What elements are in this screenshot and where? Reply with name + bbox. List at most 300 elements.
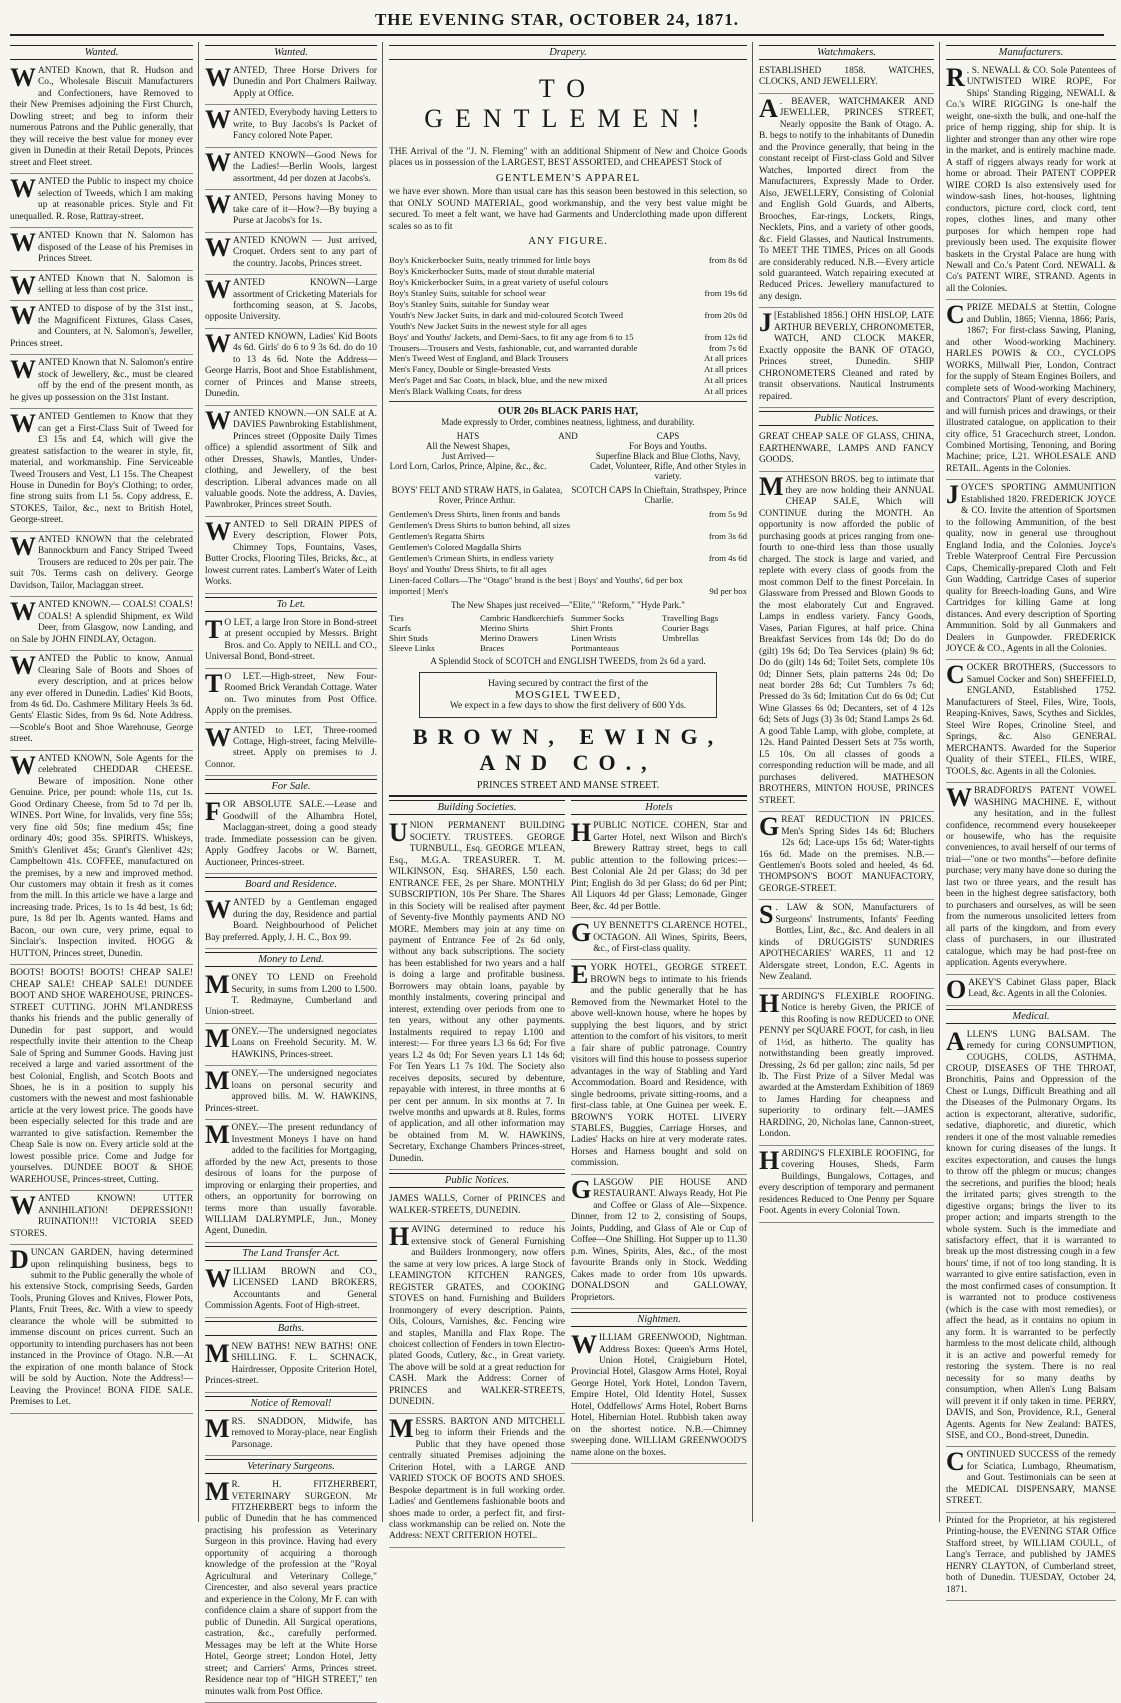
- ad-text: ANTED KNOWN—Good News for the Ladies!—Berlin Wools, largest assortment, 4d per dozen at Jacobs's.: [233, 150, 377, 184]
- advertisement: [205, 329, 377, 406]
- price-row: [389, 542, 747, 553]
- price-row: [389, 266, 747, 277]
- advertisement: [759, 308, 934, 408]
- drop-cap: W: [205, 516, 231, 546]
- ad-text: ONEY TO LEND on Freehold Security, in sums from L200 to L500. T. Redmayne, Cumberland and Union-street.: [205, 973, 377, 1018]
- advertisement: [10, 228, 193, 270]
- firm-address: PRINCES STREET AND MANSE STREET.: [389, 780, 747, 797]
- list-item: Shirt Fronts: [571, 623, 613, 634]
- drapery-title: TO GENTLEMEN!: [424, 74, 712, 133]
- drop-cap: M: [205, 1120, 230, 1150]
- col3-lower-right: [571, 797, 747, 1548]
- drop-cap: C: [946, 660, 965, 690]
- advertisement: [205, 148, 377, 190]
- price-item: Trousers—Trousers and Vests, fashionable, cut, and warranted durable: [389, 342, 638, 353]
- drop-cap: W: [205, 63, 231, 92]
- section-money: Money to Lend.: [205, 952, 377, 967]
- col2-money-ads: [205, 970, 377, 1243]
- section-baths: Baths.: [205, 1321, 377, 1336]
- drop-cap: M: [759, 471, 784, 501]
- col2-vet-ad: [205, 1477, 377, 1703]
- drop-cap: W: [10, 63, 36, 92]
- ad-text: AKEY'S Cabinet Glass paper, Black Lead, &c. Agents in all the Colonies.: [968, 977, 1116, 1000]
- advertisement: [205, 970, 377, 1024]
- ad-text: YORK HOTEL, GEORGE STREET. BROWN begs to intimate to his friends and the public generally that he has Removed from the Newmarket Hotel to the above well-known house, where he hopes by supplying the best liquors, and by strict attention to the comfort of his visitors, to merit a fair share of public patronage. Country visitors will find this house to possess superior advantages in the way of Stabling and Yard Accommodation. Board and Residence, with single bedrooms, private sitting-rooms, and a first-class table, at One Guinea per week. E. BROWN'S YORK HOTEL LIVERY STABLES, Buggies, Carriage Horses, and Ladies' Hacks on hire at very moderate rates. Horses and Harness bought and sold on commission.: [571, 963, 747, 1169]
- advertisement: [571, 1330, 747, 1464]
- col2-land-ad: [205, 1264, 377, 1318]
- section-watchmakers: Watchmakers.: [759, 45, 934, 60]
- drop-cap: J: [759, 308, 772, 338]
- accessories-grid: [389, 613, 747, 653]
- advertisement: [10, 532, 193, 597]
- advertisement: [205, 895, 377, 949]
- list-item: Travelling Bags: [662, 613, 719, 624]
- ad-text: UNCAN GARDEN, having determined upon relinquishing business, begs to submit to the Public generally the whole of his extensive Stock, comprising Seeds, Garden Tools, Pruning Gloves and Knives, Flower Pots, Plants, Fruit Trees, &c. With a view to speedy clearance the whole will be submitted to immense discount on prices current. Such an opportunity to intending purchasers has not been instanced in the Province of Otago. N.B.—At the expiration of one month balance of Stock will be sold by Auction. Note the Address!—Leaving the Province! BONA FIDE SALE. Premises to Let.: [10, 1248, 193, 1408]
- advertisement: [205, 1120, 377, 1243]
- ad-text: ONTINUED SUCCESS of the remedy for Sciatica, Lumbago, Rheumatism, and Gout. Testimonials can be seen at the MEDICAL DISPENSARY, MANSE STREET.: [946, 1450, 1116, 1507]
- drop-cap: M: [205, 1338, 230, 1368]
- mosgiel-line2: MOSGIEL TWEED,: [514, 689, 622, 702]
- drop-cap: H: [759, 988, 780, 1018]
- advertisement: [205, 1066, 377, 1120]
- drop-cap: W: [205, 895, 231, 925]
- column-1: [10, 42, 199, 1522]
- advertisement: [946, 300, 1116, 480]
- mosgiel-box: [419, 672, 717, 718]
- ad-text: RS. SNADDON, Midwife, has removed to Moray-place, near English Parsonage.: [231, 1416, 377, 1450]
- ad-text: ANTED, Persons having Money to take care of it—How?—By buying a Purse at Jacobs's for 1s.: [233, 193, 377, 227]
- price-item: Gentlemen's Crimean Shirts, in endless variety: [389, 553, 554, 564]
- price-value: [743, 575, 747, 586]
- list-item: Ties: [389, 613, 404, 624]
- advertisement: [571, 818, 747, 918]
- drop-cap: W: [10, 174, 36, 204]
- ad-text: AVING determined to reduce his extensive stock of General Furnishing and Builders Ironmongery, now offers the same at very low prices. A large Stock of LEAMINGTON KITCHEN RANGES, REGISTER GRATES, and COOKING STOVES on hand. Furnishing and Builders Ironmongery of every description. Paints, Oils, Colours, Varnishes, &c. Fencing wire and staples, Manilla and Flax Rope. The choicest collection of Fenders in town Electro-plated Goods, Cutlery, &c., in Great variety. The above will be sold at a great reduction for CASH. Mark the Address: Corner of PRINCES and WALKER-STREETS, DUNEDIN.: [389, 1225, 565, 1408]
- drop-cap: H: [389, 1222, 410, 1252]
- section-drapery: Drapery.: [389, 45, 747, 60]
- ad-text: . LAW & SON, Manufacturers of Surgeons' Instruments, Infants' Feeding Bottles, Lint, &c., &c. And dealers in all kinds of DRUGGISTS' SUNDRIES APOTHECARIES' WARES, 11 and 12 Aldersgate street, London, E.C. Agents in New Zealand.: [759, 903, 934, 983]
- ad-text: ONEY.—The undersigned negociates loans on personal security and approved bills. M. W. HAWKINS, Princes-street.: [205, 1069, 377, 1114]
- section-wanted-2: Wanted.: [205, 45, 377, 60]
- price-row: [389, 299, 747, 310]
- price-row: [389, 575, 747, 586]
- drop-cap: W: [10, 597, 36, 627]
- advertisement: [10, 751, 193, 965]
- drapery-any-figure: ANY FIGURE.: [528, 235, 608, 248]
- ad-text: ANTED Known, that R. Hudson and Co., Wholesale Biscuit Manufacturers and Confectioners, have Removed to their New Premises adjoining the First Church, Dowling street; and beg to inform their numerous Patrons and the Public generally, that they will receive the best value for money ever given in Dunedin at their Retail Depots, Princes street and Fleet street.: [10, 66, 193, 168]
- ad-text: [Established 1856.] OHN HISLOP, LATE ARTHUR BEVERLY, CHRONOMETER, WATCH, AND CLOCK MAKER, Exactly opposite the BANK OF OTAGO, Princes street, Dunedin. SHIP CHRONOMETERS Cleaned and rated by transit observations. Nautical Instruments repaired.: [759, 311, 934, 402]
- public-ads: [389, 1191, 565, 1548]
- advertisement: [10, 1191, 193, 1245]
- price-item: Boy's Knickerbocker Suits, made of stout durable material: [389, 265, 595, 276]
- drop-cap: W: [10, 531, 36, 561]
- advertisement: [759, 900, 934, 988]
- price-value: from 4s 6d: [708, 553, 747, 564]
- price-value: 9d per box: [709, 586, 747, 597]
- price-value: [743, 542, 747, 553]
- ad-text: ANTED KNOWN.—ON SALE at A. DAVIES Pawnbroking Establishment, Princes street (Opposite Daily Times office) a splendid assortment of Silk and other Dresses, Shawls, Mantles, Under-clothing, and Jewellery, of the best description. Liberal advances made on all valuable goods. Note the address, A. Davies, Pawnbroker, Princes street South.: [205, 408, 377, 511]
- section-public-2: Public Notices.: [759, 411, 934, 426]
- price-item: Boys' and Youths' Dress Shirts, to fit all ages: [389, 564, 547, 575]
- section-land: The Land Transfer Act.: [205, 1246, 377, 1261]
- advertisement: [205, 63, 377, 105]
- list-item: Sleeve Links: [389, 643, 435, 654]
- price-value: from 5s 9d: [708, 509, 747, 520]
- building-ad: [389, 818, 565, 1170]
- ad-text: LLEN'S LUNG BALSAM. The remedy for curing CONSUMPTION, COUGHS, COLDS, ASTHMA, CROUP, DISEASES OF THE THROAT, Bronchitis, Pains and Oppression of the Chest or Lungs, Difficult Breathing and all the Diseases of the Pulmonary Organs. Its action is expectorant, alterative, sudorific, sedative, diaphoretic, and diuretic, which renders it one of the most valuable remedies known for curing diseases of the lungs. It excites expectoration, and causes the lungs to throw off the phlegm or mucus; changes the secretions, and purifies the blood; heals the irritated parts; gives strength to the digestive organs; brings the liver to its proper action; and imparts strength to the whole system. Such is the immediate and satisfactory effect, that it is warranted to break up the most distressing cough in a few hours' time, if not of too long standing. It is warranted to give entire satisfaction, even in the most confirmed cases of consumption. It is warranted not to produce costiveness (which is the case with most remedies), or affect the head, as it contains no opium in any form. It is warranted to be perfectly harmless to the most delicate child, although it is an active and powerful remedy for restoring the system. There is no real necessity for so many deaths by consumption, when Allen's Lung Balsam will prevent it if only taken in time. PERRY, DAVIS, and Son, Providence, R.I., General Agents. Agents for New Zealand: BATES, SISE, and CO., Bond-street, Dunedin.: [946, 1029, 1116, 1441]
- masthead: THE EVENING STAR, OCTOBER 24, 1871.: [10, 6, 1104, 36]
- boys-felt: BOYS' FELT AND STRAW HATS, in Galatea, Rover, Prince Arthur.: [391, 485, 563, 506]
- drapery-price-list-2: [389, 509, 747, 597]
- advertisement: [205, 233, 377, 275]
- ad-text: JAMES WALLS, Corner of PRINCES and WALKER-STREETS, DUNEDIN.: [389, 1194, 565, 1216]
- ad-text: O LET.—High-street, New Four-Roomed Brick Verandah Cottage. Water on. Two minutes from Post Office. Apply on the premises.: [205, 671, 377, 717]
- price-row: [389, 520, 747, 531]
- price-value: At all prices: [704, 386, 747, 397]
- advertisement: [759, 989, 934, 1146]
- ad-text: ANTED, Three Horse Drivers for Dunedin and Port Chalmers Railway. Apply at Office.: [233, 66, 377, 99]
- price-row: [389, 364, 747, 375]
- price-value: from 19s 6d: [704, 287, 747, 298]
- advertisement: [571, 918, 747, 960]
- ad-text: . BEAVER, WATCHMAKER AND JEWELLER, PRINCES STREET, Nearly opposite the Bank of Otago. A. B. begs to notify to the inhabitants of Dunedin and the Province generally, that being in the constant receipt of First-class Gold and Silver Watches, Imported direct from the Manufacturers, Expressly Made to Order. Also, JEWELLERY, Consisting of Colonial and English Gold Guards, and Alberts, Brooches, Ear-rings, Lockets, Rings, Necklets, Pins, and a variety of other goods, &c. Field Glasses, and Nautical Instruments. To MEET THE TIMES, Prices on all Goods are considerably reduced. N.B.—Every article sold guaranteed. Watch repairing executed at Reduced Prices. Jewellery manufactured to any design.: [759, 96, 934, 302]
- tweeds-line: A Splendid Stock of SCOTCH and ENGLISH TWEEDS, from 2s 6d a yard.: [430, 656, 706, 667]
- list-item: Summer Socks: [571, 613, 625, 624]
- col2-baths-ad: [205, 1339, 377, 1393]
- drop-cap: M: [205, 1413, 230, 1443]
- column-3: [389, 42, 753, 1542]
- section-medical: Medical.: [946, 1009, 1116, 1024]
- price-row: [389, 277, 747, 288]
- drop-cap: G: [571, 1174, 592, 1204]
- column-2: [205, 42, 383, 1697]
- advertisement: [10, 409, 193, 532]
- price-value: [743, 520, 747, 531]
- drop-cap: W: [205, 405, 231, 435]
- list-item: Merino Shirts: [480, 623, 529, 634]
- advertisement: [946, 1447, 1116, 1512]
- ad-text: UY BENNETT'S CLARENCE HOTEL, OCTAGON. All Wines, Spirits, Beers, &c., of First-class quality.: [593, 921, 747, 954]
- drop-cap: W: [205, 232, 231, 262]
- ad-text: ANTED Known that N. Salomon's entire stock of Jewellery, &c., must be cleared off by the end of the present month, as he gives up possession on the 31st Instant.: [10, 358, 193, 403]
- advertisement: [10, 597, 193, 651]
- price-row: [389, 509, 747, 520]
- col2-tolet-ads: [205, 615, 377, 777]
- price-item: Boys' and Youths' Jackets, and Demi-Sacs, to fit any age from 6 to 15: [389, 331, 634, 342]
- list-item: Merino Drawers: [480, 633, 538, 644]
- advertisement: [205, 1414, 377, 1456]
- ad-text: ANTED, Everybody having Letters to write, to Buy Jacobs's Is Packet of Fancy colored Note Paper.: [233, 108, 377, 142]
- ad-text: ESTABLISHED 1858. WATCHES, CLOCKS, AND JEWELLERY.: [759, 66, 934, 88]
- ad-text: ANTED to Sell DRAIN PIPES of Every description, Flower Pots, Chimney Tops, Fountains, Vases, Butter Crocks, Flooring Tiles, Bricks, &c., at lowest current rates. Lambert's Water of Leith Works.: [205, 519, 377, 588]
- col4-public-ads: [759, 429, 934, 1222]
- price-row: [389, 353, 747, 364]
- drop-cap: W: [10, 750, 36, 780]
- column-5: [946, 42, 1121, 1595]
- ad-text: ONEY.—The undersigned negociates Loans on Freehold Security. M. W. HAWKINS, Princes-street.: [231, 1026, 377, 1060]
- ad-text: ANTED by a Gentleman engaged during the day, Residence and partial Board. Neighbourhood of Pelichet Bay preferred. Apply, J. H. C., Box 99.: [205, 898, 377, 943]
- ad-text: R. H. FITZHERBERT, VETERINARY SURGEON. Mr FITZHERBERT begs to inform the public of Dunedin that he has commenced practising his profession as Veterinary Surgeon in this province. Having had every opportunity of acquiring a thorough knowledge of the profession at the "Royal Agricultural and Veterinary College," Cirencester, and also several years practice and experience in the Colony, Mr F. can with confidence claim a share of support from the public of Dunedin. All Surgical operations, castration, &c., carefully performed. Messages may be left at the White Horse Hotel, George street; London Hotel, Jetty street; and Carriers' Arms, Princes street. Residence near top of "HIGH STREET," ten minutes walk from Post Office.: [205, 1480, 377, 1697]
- price-value: from 20s 0d: [704, 309, 747, 320]
- advertisement: [946, 63, 1116, 300]
- advertisement: [946, 1027, 1116, 1448]
- advertisement: [946, 783, 1116, 975]
- advertisement: [205, 1339, 377, 1393]
- advertisement: [759, 812, 934, 900]
- ad-text: PRIZE MEDALS at Stettin, Cologne and Dublin, 1865; Vienna, 1866; Paris, 1867; For first-class Sawing, Planing, and other Wood-working Machinery. HARLES POWIS & CO., CYCLOPS WORKS, Millwall Pier, London, Contract for the supply of Steam Engines Boilers, and complete sets of Wood-working Machinery, and Contractors' Plant of every description, and will furnish prices and drawings, or their illustrated catalogue, on application to their city office, 51 Gracechurch street, London. Combined Mortising, Tenoning, and Boring Machine; price, L21. WHOLESALE AND RETAIL. Agents in the Colonies.: [946, 303, 1116, 474]
- ad-text: ANTED KNOWN, Sole Agents for the celebrated CHEDDAR CHEESE. Beware of imposition. None other Genuine. Price, per pound: whole 11s, cut 1s. Good Ordinary Cheese, from 5d to 7d per lb. WINES. Port Wine, for Invalids, very fine 55s; very fine old 50s; fine medium 45s; fine ordinary 40s; good 35s. SPIRITS. Whiskeys, Smith's Glenlivet 45s; Grant's Glenlivet 42s; Campbeltown 41s. COFFEE, manufactured on the premises, by a new and improved method. Our customers may obtain it fresh as it comes from the mill. In this article we have a large and increasing trade. Prices, 1s to 1s 4d best, 1s 6d; pure, 1s 8d per lb. Agents wanted. Hams and Bacon, our own cure, very prime, equal to Sinclair's. Inspection invited. HOGG & HUTTON, Princes street, Dunedin.: [10, 753, 193, 959]
- list-item: Portmanteaus: [571, 643, 619, 654]
- section-hotels: Hotels: [571, 800, 747, 815]
- drop-cap: W: [10, 409, 36, 439]
- ad-text: BRADFORD'S PATENT VOWEL WASHING MACHINE. E, without any hesitation, and in the fullest confidence, recommend every housekeeper or housewife, who has the requisite conveniences, to avail herself of our terms of trial—"one or two months"—before definite purchase; very many have done so during the last two or three years, and the result has been in the highest degree satisfactory, both to purchasers and ourselves, as will be seen from the numerous unsolicited letters from all parts of the kingdom, and from every class of purchasers, in our illustrated catalogue, which may be had post-free on application. Agents everywhere.: [946, 786, 1116, 969]
- price-item: Linen-faced Collars—The "Otago" brand is the best | Boys' and Youths', 6d per box: [389, 575, 683, 586]
- drop-cap: J: [946, 480, 959, 510]
- price-row: [389, 586, 747, 597]
- drop-cap: T: [205, 668, 223, 698]
- drop-cap: H: [759, 1145, 780, 1175]
- section-wanted: Wanted.: [10, 45, 193, 60]
- price-value: from 7s 6d: [708, 342, 747, 353]
- list-item: Linen Wrists: [571, 633, 617, 644]
- price-item: Gentlemen's Colored Magdalla Shirts: [389, 542, 522, 553]
- advertisement: [389, 1414, 565, 1548]
- advertisement: [571, 1175, 747, 1309]
- hats-and: AND: [558, 431, 578, 442]
- paris-hat-desc: Made expressly to Order, combines neatness, lightness, and durability.: [441, 417, 695, 428]
- advertisement: [946, 660, 1116, 783]
- advertisement: [946, 975, 1116, 1006]
- price-row: [389, 288, 747, 299]
- list-item: Umbrellas: [662, 633, 699, 644]
- drop-cap: G: [759, 812, 780, 842]
- price-value: [743, 299, 747, 310]
- price-item: Gentlemen's Dress Shirts, linen fronts and bands: [389, 509, 560, 520]
- advertisement: [10, 651, 193, 751]
- ad-text: ANTED to dispose of by the 31st inst., the Magnificent Fixtures, Glass Cases, and Counters, at N. Salomon's, Jeweller, Princes street.: [10, 304, 193, 349]
- ad-text: OR ABSOLUTE SALE.—Lease and Goodwill of the Alhambra Hotel, Maclaggan-street, doing a good steady trade. Immediate possession can be given. Apply Godfrey Jacobs or W. Barnett, Auctioneer, Princes-street.: [205, 800, 377, 868]
- col2-sale-ad: [205, 797, 377, 874]
- drop-cap: O: [946, 974, 967, 1004]
- ad-text: ANTED the Public to inspect my choice selection of Tweeds, which I am making up at reasonable prices. Style and Fit unequalled. R. Rose, Rattray-street.: [10, 177, 193, 222]
- col3-lower: [389, 797, 747, 1548]
- acc-list-c: [571, 613, 656, 653]
- ad-text: REAT REDUCTION IN PRICES. Men's Spring Sides 14s 6d; Bluchers 12s 6d; Lace-ups 15s 6d; Water-tights 16s 6d. Made on the premises. N.B.—Gentlemen's Boots soled and heeled, 4s 6d. THOMPSON'S BOOT MANUFACTORY, GEORGE-STREET.: [759, 815, 934, 894]
- price-item: Boy's Stanley Suits, suitable for school wear: [389, 287, 546, 298]
- advertisement: [389, 818, 565, 1170]
- advertisement: [946, 1513, 1116, 1601]
- drapery-intro: [389, 144, 747, 255]
- price-item: Boy's Knickerbocker Suits, neatly trimmed for little boys: [389, 254, 591, 265]
- section-for-sale: For Sale.: [205, 779, 377, 794]
- col4-ads: [759, 63, 934, 408]
- price-row: [389, 343, 747, 354]
- ad-text: OYCE'S SPORTING AMMUNITION Established 1820. FREDERICK JOYCE & CO. Invite the attention of Sportsmen to the following Ammunition, of the best quality, now in general use throughout England India, and the Colonies. Joyce's Treble Waterproof Central Fire Percussion Caps, Chemically-prepared Cloth and Felt Gun Wadding, Cartridge Cases of superior quality for Breech-loading Guns, and Wire Cartridges for killing Game at long distances. And every description of Sporting Ammunition. Sold by all Gunmakers and Dealers in Gunpowder. FREDERICK JOYCE & CO., Agents in all the Colonies.: [946, 483, 1116, 654]
- price-row: [389, 321, 747, 332]
- ad-text: GREAT CHEAP SALE OF GLASS, CHINA, EARTHENWARE, LAMPS AND FANCY GOODS.: [759, 432, 934, 466]
- advertisement: [10, 355, 193, 409]
- price-item: Gentlemen's Regatta Shirts: [389, 531, 485, 542]
- advertisement: [10, 965, 193, 1191]
- col2-board-ad: [205, 895, 377, 949]
- drop-cap: W: [571, 1330, 597, 1360]
- drop-cap: S: [759, 900, 774, 930]
- column-4: [759, 42, 940, 1522]
- hats-block: HATS All the Newest Shapes, Just Arrived— Lord Lorn, Carlos, Prince, Alpine, &c., &c.: [389, 431, 547, 472]
- list-item: Cambric Handkerchiefs: [480, 613, 564, 624]
- ad-text: NEW BATHS! NEW BATHS! ONE SHILLING. F. L. SCHNACK, Hairdresser, Opposite Criterion Hotel, Princes-street.: [205, 1341, 377, 1387]
- price-value: from 3s 6d: [708, 531, 747, 542]
- price-row: [389, 564, 747, 575]
- price-value: [743, 564, 747, 575]
- drop-cap: M: [205, 1023, 230, 1053]
- advertisement: [205, 517, 377, 594]
- drop-cap: W: [205, 1263, 231, 1293]
- col2-removal-ad: [205, 1414, 377, 1456]
- list-item: Shirt Studs: [389, 633, 428, 644]
- list-item: Braces: [480, 643, 504, 654]
- drop-cap: C: [946, 1447, 965, 1477]
- acc-list-d: [662, 613, 747, 653]
- price-value: At all prices: [704, 353, 747, 364]
- price-item: Men's Tweed West of England, and Black Trousers: [389, 353, 569, 364]
- section-manufacturers: Manufacturers.: [946, 45, 1116, 60]
- scotch-caps: SCOTCH CAPS In Chieftain, Strathspey, Prince Charlie.: [571, 485, 747, 506]
- drop-cap: A: [759, 93, 778, 123]
- price-row: [389, 310, 747, 321]
- advertisement: [571, 960, 747, 1174]
- hats-caps: [389, 431, 747, 481]
- drop-cap: W: [946, 783, 972, 813]
- drop-cap: M: [389, 1413, 414, 1443]
- drop-cap: W: [10, 1191, 36, 1221]
- ad-text: ANTED Known that N. Salomon has disposed of the Lease of his Premises in Princes Street.: [38, 231, 193, 265]
- advertisement: [10, 301, 193, 355]
- advertisement: [205, 1477, 377, 1703]
- drop-cap: G: [571, 918, 592, 948]
- advertisement: [759, 63, 934, 94]
- drop-cap: A: [946, 1026, 965, 1056]
- drop-cap: M: [205, 1066, 230, 1096]
- hotels-ads: [571, 818, 747, 1309]
- drop-cap: W: [205, 722, 231, 752]
- col5-medical-ads: [946, 1027, 1116, 1602]
- col5-ads: [946, 63, 1116, 1006]
- drapery-price-list-1: [389, 255, 747, 398]
- ad-text: ANTED KNOWN—Large assortment of Cricketing Materials for forthcoming season, at S. Jacobs, opposite University.: [205, 278, 377, 323]
- advertisement: [10, 63, 193, 174]
- price-value: [743, 321, 747, 332]
- ad-text: ANTED KNOWN.— COALS! COALS! COALS! A splendid Shipment, ex Wild Deer, from Glasgow, now Landing, and on Sale by JOHN FINDLAY, Octagon.: [10, 600, 193, 645]
- section-nightmen: Nightmen.: [571, 1312, 747, 1327]
- ad-text: ATHESON BROS. beg to intimate that they are now holding their ANNUAL CHEAP SALE, Which will CONTINUE during the MONTH. An opportunity is now afforded the public of purchasing goods at prices ranging from one-fourth to one-third less than those usually charged. The stock is large and varied, and replete with every class of goods from the most common Delf to the finest Porcelain. In Glassware from Pressed and Blown Goods to the most elaborately Cut and Engraved. Lamps in endless variety. Fancy Goods, Vases, Parian Figures, at half price. China Breakfast Services from 14s 0d; Do do do (gilt) 19s 6d; Do Tea Services (plain) 9s 6d; Do do (gilt) 14s 6d; Toilet Sets, complete 10s 0d; Dinner Sets, plain patterns 24s 0d; Do neat border 28s 6d; Cut Tumblers 7s 6d; Pressed do 3s 6d; Imitation Cut do 6s 0d; Cut Wine Glasses 6s 0d; Decanters, set of 4 12s 6d; Sets of Jugs (3) 3s 0d; Stand Lamps 2s 6d. A good Table Lamp, with globe, complete, at 12s. Hand Painted Dessert Sets at 75s worth, L5 10s. On all classes of goods a corresponding reduction will be made, and all purchases delivered. MATHESON BROTHERS, MINTON HOUSE, PRINCES STREET.: [759, 474, 934, 806]
- advertisement: [205, 275, 377, 329]
- section-board: Board and Residence.: [205, 877, 377, 892]
- price-row: [389, 553, 747, 564]
- col1-ads: [10, 63, 193, 1414]
- ad-text: ILLIAM GREENWOOD, Nightman. Address Boxes: Queen's Arms Hotel, Union Hotel, Craigieburn Hotel, Provincial Hotel, Glasgow Arms Hotel, Royal George Hotel, York Hotel, London Tavern, Empire Hotel, Old Identity Hotel, Sussex Hotel, Oddfellows' Arms Hotel, Robert Burns Hotel, Hibernian Hotel. Rubbish taken away on the shortest notice. N.B.—Chimney sweeping done. WILLIAM GREENWOOD'S name alone on the boxes.: [571, 1333, 747, 1458]
- ad-text: O LET, a large Iron Store in Bond-street at present occupied by Messrs. Bright Bros. and Co. Apply to NEILL and CO., Universal Bond, Bond-street.: [205, 617, 377, 663]
- ad-text: ANTED the Public to know, Annual Clearing Sale of Boots and Shoes of every description, and at prices below any ever offered in Dunedin. Ladies' Kid Boots, from 4s 6d. Do. Cashmere Military Heels 3s 6d. Gents' Elastic Sides, from 9s 6d. Note Address.—Scoble's Boot and Shoe Warehouse, George street.: [10, 654, 193, 745]
- ad-text: . S. NEWALL & CO. Sole Patentees of UNTWISTED WIRE ROPE, For Ships' Standing Rigging, NEWALL & Co.'s WIRE RIGGING Is one-half the weight, one-sixth the bulk, and one-half the price of hemp rigging, ship for ship. It is lighter and stronger than any other wire rope in the market, and is entirely machine made. A staff of riggers always ready for work at home or abroad. Their PATENT COPPER WIRE CORD Is also extensively used for window-sash lines, hot-houses, lightning conductors, picture cord, clock cord, tent ropes, clothes lines, and many other purposes for which hempen rope had previously been used. The exquisite flower baskets in the Crystal Palace are hung with Newall and Co.'s Patent Cord. NEWALL & Co's PATENT WIRE, STRAND. Agents in all the Colonies.: [946, 66, 1116, 294]
- advertisement: [946, 480, 1116, 660]
- advertisement: [10, 1245, 193, 1414]
- mosgiel-line1: Having secured by contract the first of the: [487, 679, 649, 690]
- ad-text: ILLIAM BROWN and CO., LICENSED LAND BROKERS, Accountants and General Commission Agents. Foot of High-street.: [205, 1266, 377, 1312]
- drop-cap: E: [571, 960, 589, 990]
- paris-hat: OUR 20s BLACK PARIS HAT,: [497, 406, 639, 418]
- drop-cap: M: [205, 970, 230, 1000]
- list-item: Courier Bags: [662, 623, 709, 634]
- price-item: Youth's New Jacket Suits, in dark and mid-coloured Scotch Tweed: [389, 309, 623, 320]
- drop-cap: W: [10, 355, 36, 385]
- price-row: [389, 386, 747, 397]
- newspaper-page: [10, 6, 1116, 1697]
- ad-text: ANTED KNOWN! UTTER ANNIHILATION! DEPRESSION!! RUINATION!!! VICTORIA SEED STORES.: [10, 1194, 193, 1239]
- ad-text: Printed for the Proprietor, at his registered Printing-house, the EVENING STAR Office Stafford street, by WILLIAM COULL, of Lang's Terrace, and published by JAMES HENRY CLAYTON, of Cumberland street, both of Dunedin. TUESDAY, October 24, 1871.: [946, 1515, 1116, 1595]
- list-item: Scarfs: [389, 623, 411, 634]
- drop-cap: W: [205, 147, 231, 177]
- section-vet: Veterinary Surgeons.: [205, 1459, 377, 1474]
- advertisement: [759, 472, 934, 813]
- advertisement: [759, 94, 934, 308]
- drop-cap: W: [10, 228, 36, 258]
- drapery-intro-text: THE Arrival of the "J. N. Fleming" with an additional Shipment of New and Choice Goods places us in possession of the LARGEST, BEST ASSORTED, and CHEAPEST Stock of: [389, 147, 747, 169]
- drop-cap: M: [205, 1477, 230, 1507]
- drop-cap: W: [205, 105, 231, 135]
- drop-cap: W: [10, 270, 36, 300]
- price-row: [389, 332, 747, 343]
- hats-caps-2: [389, 485, 747, 505]
- price-item: Boy's Knickerbocker Suits, in a great variety of useful colours: [389, 276, 609, 287]
- section-to-let: To Let.: [205, 597, 377, 612]
- advertisement: [205, 1024, 377, 1066]
- ad-text: ANTED KNOWN that the celebrated Bannockburn and Fancy Striped Tweed Trousers are reduced to 20s per pair. The suit 70s. Terms cash on delivery. George Davidson, Tailor, Maclaggan street.: [10, 534, 193, 591]
- ad-text: ANTED to LET, Three-roomed Cottage, High-street, facing Melville-street. Apply on premises to J. Connor.: [205, 725, 377, 770]
- firm-name: BROWN, EWING, AND CO.,: [412, 724, 724, 776]
- nightmen-ad: [571, 1330, 747, 1464]
- drop-cap: R: [946, 63, 965, 92]
- price-value: from 8s 6d: [708, 254, 747, 265]
- drop-cap: F: [205, 797, 221, 827]
- ad-text: LASGOW PIE HOUSE AND RESTAURANT. Always Ready, Hot Pie and Coffee or Glass of Ale—Sixpence. Dinner, from 12 to 2, consisting of Soups, Joints, Pudding, and Glass of Ale or Cup of Coffee—One Shilling. Hot Supper up to 11.30 p.m. Wines, Spirits, Ales, &c., of the most favourite Brands only in Stock. Wedding Cakes made to order from 10s upwards. DONALDSON and GALLOWAY, Proprietors.: [571, 1177, 747, 1303]
- advertisement: [759, 1146, 934, 1223]
- ad-text: ANTED KNOWN, Ladies' Kid Boots 4s 6d. Girls' do 6 to 9 3s 6d. do do 10 to 13 4s 6d. Note the Address—George Harris, Boot and Shoe Establishment, corner of Princes and Manse streets, Dunedin.: [205, 331, 377, 400]
- advertisement: [759, 429, 934, 471]
- drop-cap: H: [571, 818, 592, 848]
- caps-block: CAPS For Boys and Youths. Superfine Black and Blue Cloths, Navy, Cadet, Volunteer, Rifle, And other Styles in variety.: [589, 431, 747, 482]
- price-item: Men's Black Walking Coats, for dress: [389, 386, 522, 397]
- price-item: Youth's New Jacket Suits in the newest style for all ages: [389, 320, 587, 331]
- price-item: Men's Paget and Sac Coats, in black, blue, and the new mixed: [389, 375, 608, 386]
- price-value: At all prices: [704, 375, 747, 386]
- price-item: Gentlemen's Dress Shirts to button behind, all sizes: [389, 520, 570, 531]
- ad-text: ANTED KNOWN — Just arrived, Croquet. Orders sent to any part of the country. Jacobs, Princes street.: [233, 235, 377, 269]
- acc-list-a: [389, 613, 474, 653]
- ad-text: ANTED Gentlemen to Know that they can get a First-Class Suit of Tweed for £3 15s and £4, which will give the greatest satisfaction to the wearer in style, fit, material, and workmanship. Fine Serviceable Tweed Trousers and Vest, L1 15s. The Cheapest House in Dunedin for Boy's Clothing; to order, fine strong suits from L1 5s. Copy address, E. STOKES, Tailor, &c., next to British Hotel, George-street.: [10, 412, 193, 526]
- price-value: At all prices: [704, 364, 747, 375]
- ad-text: ESSRS. BARTON AND MITCHELL beg to inform their Friends and the Public that they have opened those centrally situated Premises adjoining the Criterion Hotel, with a LARGE AND VARIED STOCK OF BOOTS AND SHOES. Bespoke department is in full working order. Ladies' and Gentlemens fashionable boots and shoes made to order, a perfect fit, and first-class workmanship can be relied on. Note the Address: NEXT CRITERION HOTEL.: [389, 1416, 565, 1542]
- advertisement: [205, 669, 377, 723]
- drapery-apparel: GENTLEMEN'S APPAREL: [495, 171, 641, 184]
- advertisement: [205, 105, 377, 147]
- price-value: from 12s 6d: [704, 331, 747, 342]
- price-item: imported | Men's: [389, 586, 449, 597]
- price-item: Boy's Stanley Suits, suitable for Sunday wear: [389, 298, 550, 309]
- ad-text: OCKER BROTHERS, (Successors to Samuel Cocker and Son) SHEFFIELD, ENGLAND, Established 1752. Manufacturers of Steel, Files, Wire, Tools, Reaping-Knives, Saws, Scythes and Sickles, Steel Wire Ropes, Crinoline Steel, and Springs, &c. Also GENERAL MERCHANTS. Awarded for the Superior Quality of their STEEL, FILES, WIRE, TOOLS, &c. Agents in all the Colonies.: [946, 663, 1116, 777]
- ad-text: NION PERMANENT BUILDING SOCIETY. TRUSTEES. GEORGE TURNBULL, Esq. GEORGE M'LEAN, Esq., M.G.A. TREASURER. T. M. WILKINSON, Esq. SHARES, L50 each. ENTRANCE FEE, 2s per Share. MONTHLY SUBSCRIPTION, 10s Per Share. The Shares in this Society will be realised after payment of Seventy-five Monthly payments AND NO MORE. Members may join at any time on payment of Entrance Fee of 2s 6d only, without any back subscriptions. The society has been established for two years and a half is doing a large and profitable business. Borrowers may obtain loans, payable by monthly instalments, covering principal and interest, extending over periods from one to ten years, without any other payments. Instalments required to repay L100 and interest:— For three years L3 6s 6d; For five years L2 4s 0d; For Seven years L1 14s 6d; For Ten Years L1 7s 10d. The Society also receives deposits, secured by debenture, repayable with interest, in three months at 6 per cent per annum. In six months at 7. In twelve months and upwards at 8. Rules, forms of application, and all other information may be obtained from M. W. HAWKINS, Secretary, Exchange Chambers Princes-street, Dunedin.: [389, 821, 565, 1164]
- drop-cap: W: [205, 328, 231, 358]
